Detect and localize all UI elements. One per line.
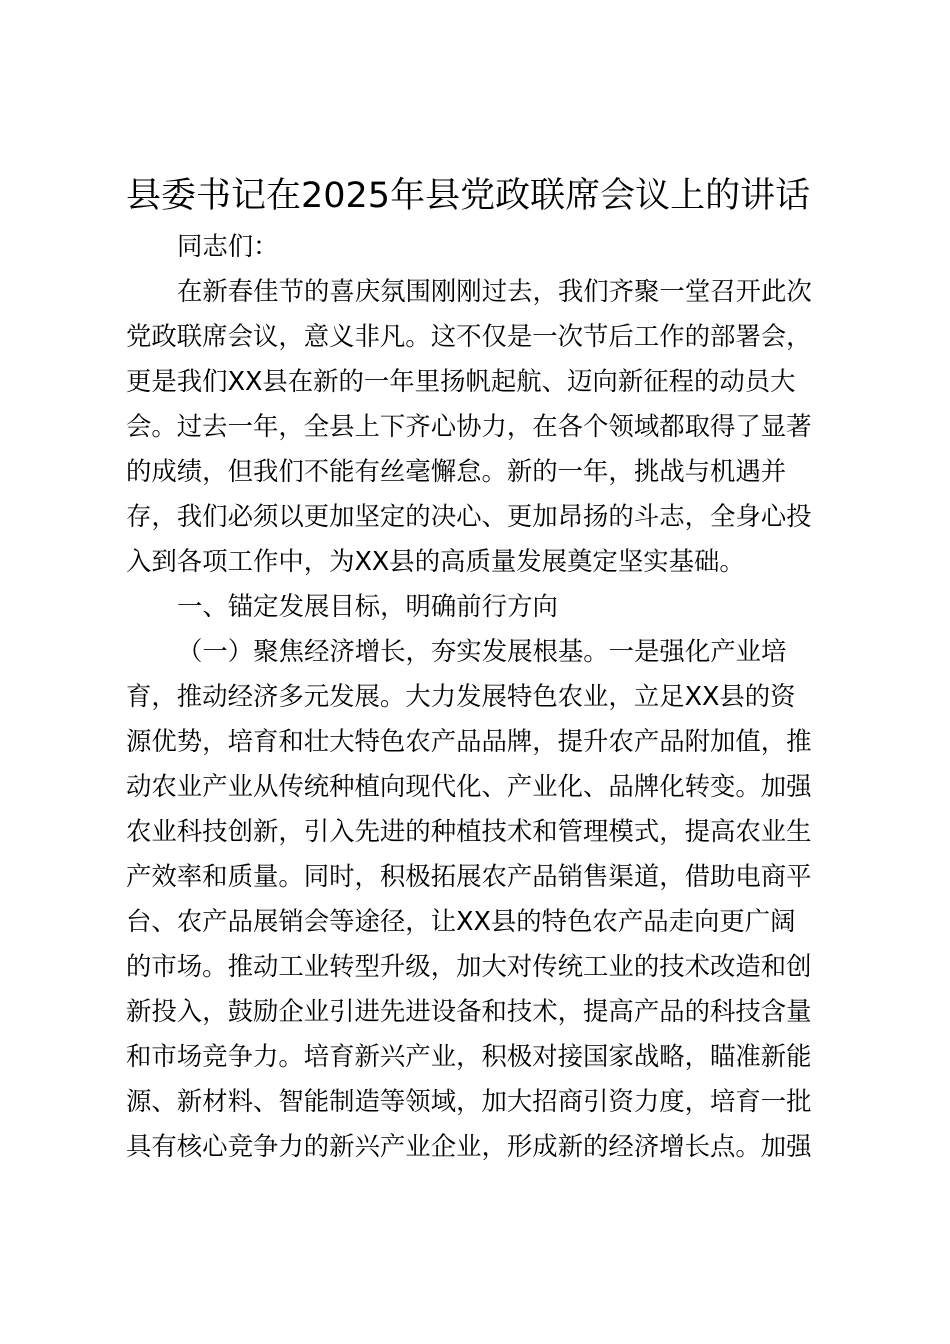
section-heading: 一、锚定发展目标，明确前行方向 <box>177 591 558 621</box>
paragraph-line: 源优势，培育和壮大特色农产品品牌，提升农产品附加值，推 <box>126 726 812 756</box>
document-title: 县委书记在2025年县党政联席会议上的讲话 <box>126 176 811 216</box>
paragraph-line: 农业科技创新，引入先进的种植技术和管理模式，提高农业生 <box>126 816 812 846</box>
paragraph-line: 入到各项工作中，为XX县的高质量发展奠定坚实基础。 <box>126 546 745 576</box>
paragraph-line: 动农业产业从传统种植向现代化、产业化、品牌化转变。加强 <box>126 771 812 801</box>
document-body <box>126 224 826 1169</box>
paragraph-line: 会。过去一年，全县上下齐心协力，在各个领域都取得了显著 <box>126 411 812 441</box>
paragraph-line: 具有核心竞争力的新兴产业企业，形成新的经济增长点。加强 <box>126 1131 812 1161</box>
paragraph-line: 育，推动经济多元发展。大力发展特色农业，立足XX县的资 <box>126 681 796 711</box>
paragraph-line: 源、新材料、智能制造等领域，加大招商引资力度，培育一批 <box>126 1086 812 1116</box>
paragraph-line: 在新春佳节的喜庆氛围刚刚过去，我们齐聚一堂召开此次 <box>177 276 812 306</box>
paragraph-line: 更是我们XX县在新的一年里扬帆起航、迈向新征程的动员大 <box>126 366 796 396</box>
paragraph-line: 和市场竞争力。培育新兴产业，积极对接国家战略，瞄准新能 <box>126 1041 812 1071</box>
paragraph-line: 党政联席会议，意义非凡。这不仅是一次节后工作的部署会， <box>126 321 812 351</box>
intro-paragraph <box>126 269 826 584</box>
paragraph-line: 新投入，鼓励企业引进先进设备和技术，提高产品的科技含量 <box>126 996 812 1026</box>
paragraph-line: 台、农产品展销会等途径，让XX县的特色农产品走向更广阔 <box>126 906 796 936</box>
paragraph-line: （一）聚焦经济增长，夯实发展根基。一是强化产业培 <box>177 636 787 666</box>
section-paragraph <box>126 629 826 1169</box>
salutation: 同志们： <box>177 231 279 261</box>
paragraph-line: 的市场。推动工业转型升级，加大对传统工业的技术改造和创 <box>126 951 812 981</box>
paragraph-line: 的成绩，但我们不能有丝毫懈怠。新的一年，挑战与机遇并 <box>126 456 787 486</box>
paragraph-line: 产效率和质量。同时，积极拓展农产品销售渠道，借助电商平 <box>126 861 812 891</box>
paragraph-line: 存，我们必须以更加坚定的决心、更加昂扬的斗志，全身心投 <box>126 501 812 531</box>
